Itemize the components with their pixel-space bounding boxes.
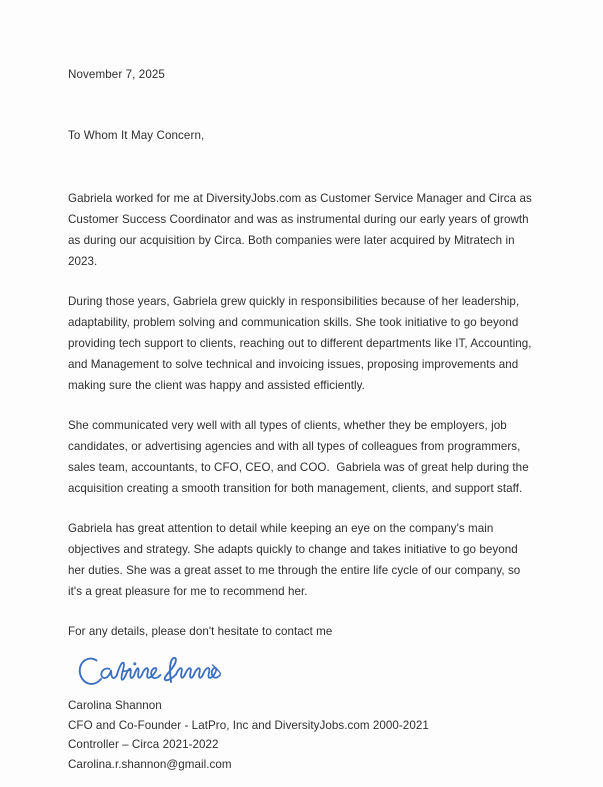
signature-block (68, 696, 536, 774)
letter-paragraph-1: Gabriela worked for me at DiversityJobs.com as Customer Service Manager and Circa as Customer Success Coordinator and was as instrumental during our early years of growth as during our acquisition by Circa. Both companies were later acquired by Mitratech in 2023. (68, 192, 536, 268)
letter-date: November 7, 2025 (68, 68, 165, 81)
letter-paragraph-4: Gabriela has great attention to detail while keeping an eye on the company's main objectives and strategy. She adapts quickly to change and takes initiative to go beyond her duties. She was a great asset to me through the entire life cycle of our company, so it's a great pleasure for me to recommend her. (68, 522, 524, 598)
letter-salutation: To Whom It May Concern, (68, 129, 205, 142)
handwritten-signature-icon (76, 652, 224, 692)
letter-body (68, 64, 536, 774)
signer-title-line-1: CFO and Co-Founder - LatPro, Inc and DiversityJobs.com 2000-2021 (68, 718, 429, 732)
letter-paragraph-3: She communicated very well with all types of clients, whether they be employers, job candidates, or advertising agencies and with all types of colleagues from programmers, sales team, accountants, to CFO, CEO, and COO. Gabriela was of great help during the acquisition creating a smooth transition for both management, clients, and support staff. (68, 419, 532, 495)
signature-image (68, 652, 536, 694)
letter-closing-line: For any details, please don't hesitate to contact me (68, 625, 333, 638)
signer-email: Carolina.r.shannon@gmail.com (68, 757, 232, 771)
signer-name: Carolina Shannon (68, 699, 162, 712)
letter-paragraph-2: During those years, Gabriela grew quickly in responsibilities because of her leadership, adaptability, problem solving and communication skills. She took initiative to go beyond providing tech support to clients, reaching out to different departments like IT, Accounting, and Management to solve technical and invoicing issues, proposing improvements and making sure the client was happy and assisted efficiently. (68, 295, 535, 392)
signer-title-line-2: Controller – Circa 2021-2022 (68, 738, 219, 751)
